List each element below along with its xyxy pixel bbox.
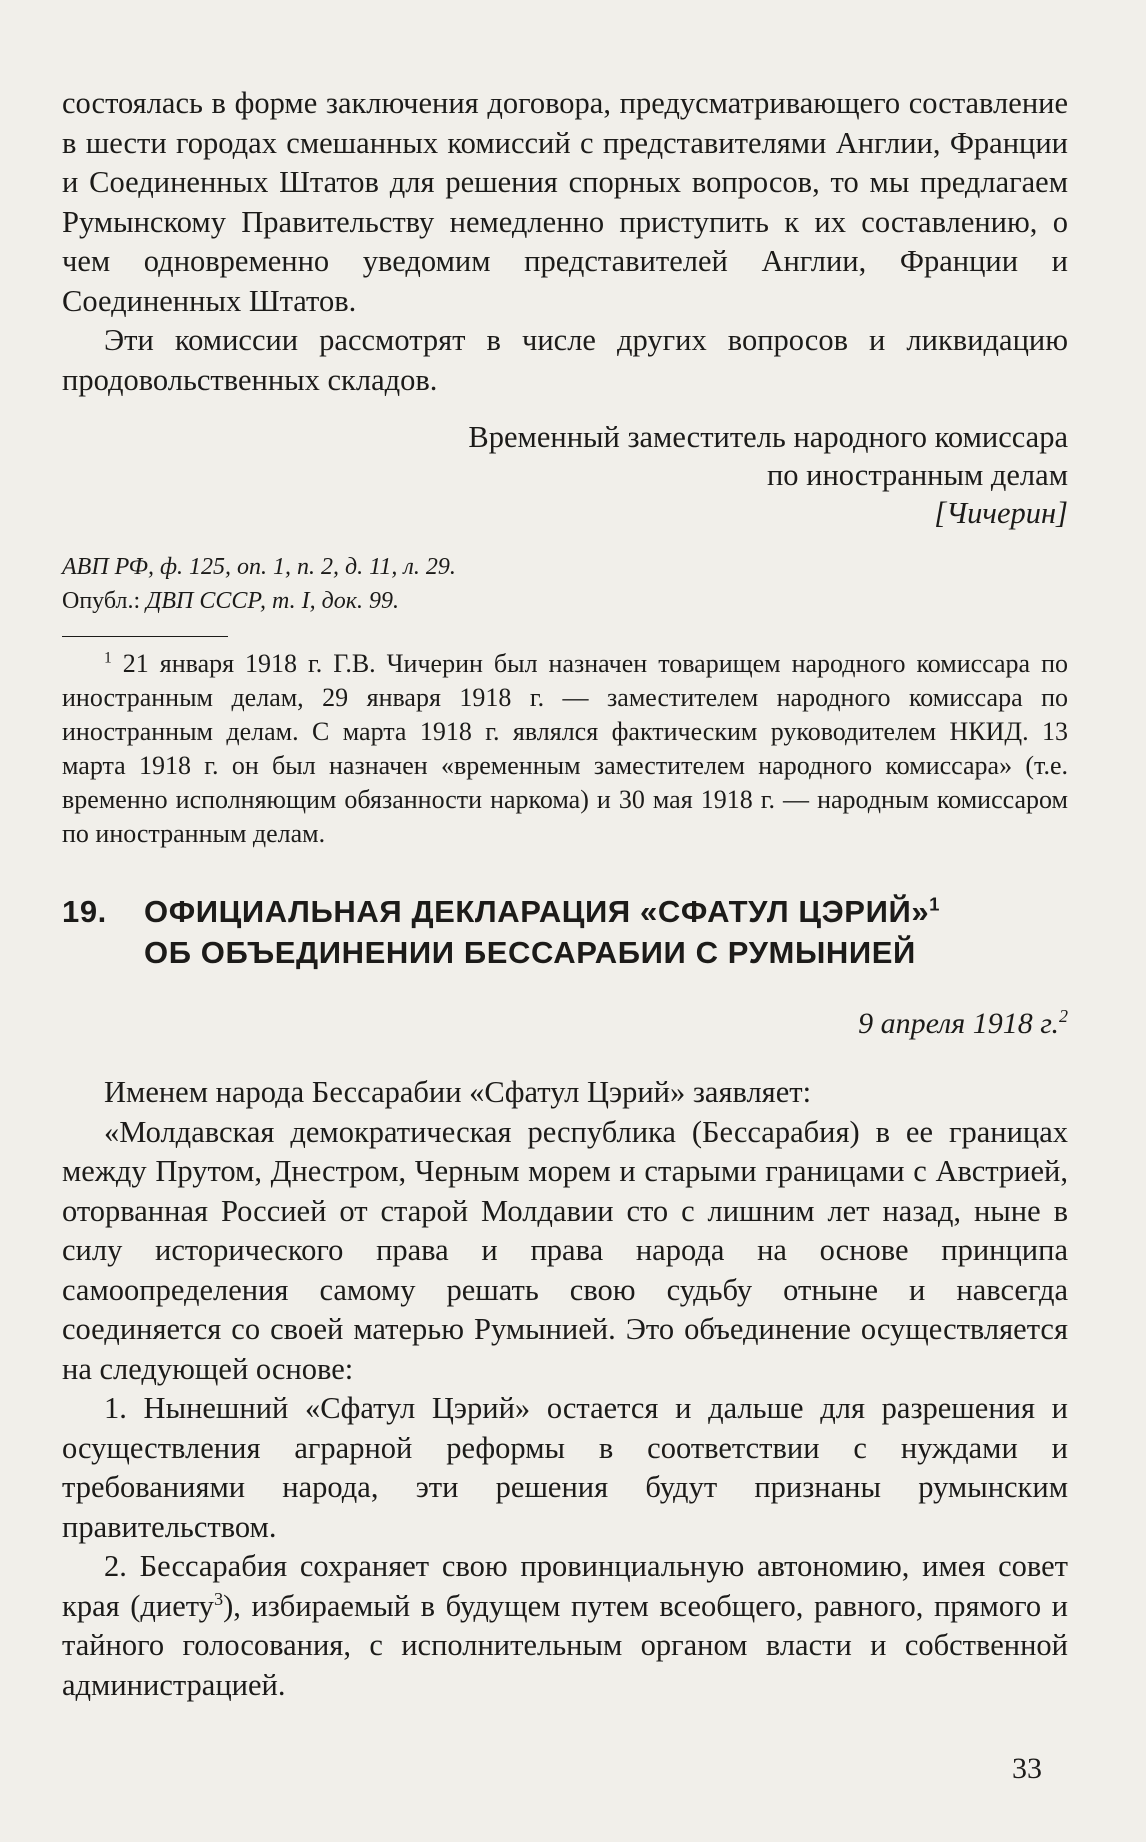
signature-department: по иностранным делам xyxy=(766,458,1068,492)
archive-reference: АВП РФ, ф. 125, оп. 1, п. 2, д. 11, л. 29. xyxy=(62,554,456,580)
paragraph-commissions: Эти комиссии рассмотрят в числе других вопросов и ликвидацию продовольственных складов. xyxy=(62,323,1068,397)
signature-title: Временный заместитель народного комиссара xyxy=(468,420,1068,454)
footnote-text: 21 января 1918 г. Г.В. Чичерин был назначен товарищем народного комиссара по иностранным делам, 29 января 1918 г. — заместителем народного комиссара по иностранным делам. С марта 1918 г. являлся фактическим руководителем НКИД. 13 марта 1918 г. он был назначен «временным заместителем народного комиссара» (т.е. временно исполняющим обязанности наркома) и 30 мая 1918 г. — народным комиссаром по иностранным делам. xyxy=(62,649,1068,848)
publication-source: ДВП СССР, т. I, док. 99. xyxy=(146,588,399,614)
document-title xyxy=(144,891,1068,973)
date-footnote-marker: 2 xyxy=(1059,1006,1068,1026)
footnote xyxy=(62,647,1068,851)
declaration-intro: Именем народа Бессарабии «Сфатул Цэрий» заявляет: xyxy=(104,1075,812,1109)
declaration-item-2: 2. Бессарабия сохраняет свою провинциальную автономию, имея совет края (диету$^3$), избираемый в будущем путем всеобщего, равного, прямого и тайного голосования, с исполнительным органом власти и собственной администрацией. xyxy=(62,1549,1068,1702)
diet-footnote-marker: 3 xyxy=(213,1588,224,1609)
declaration-paragraph: «Молдавская демократическая республика (Бессарабия) в ее границах между Прутом, Днестром, Черным морем и старыми границами с Австрией, оторванная Россией от старой Молдавии сто с лишним лет назад, ныне в силу исторического права и права народа на основе принципа самоопределения самому решать свою судьбу отныне и навсегда соединяется со своей матерью Румынией. Это объединение осуществляется на следующей основе: xyxy=(62,1114,1068,1386)
publication-reference xyxy=(62,584,1068,618)
signature-name: [Чичерин] xyxy=(934,496,1068,530)
document-page xyxy=(62,84,1068,1705)
document-heading xyxy=(62,891,1068,973)
document-title-line-2: ОБ ОБЪЕДИНЕНИИ БЕССАРАБИИ С РУМЫНИЕЙ xyxy=(144,935,916,970)
footnote-divider xyxy=(62,636,228,637)
document-date: 9 апреля 1918 г.$^2$ xyxy=(858,1006,1068,1040)
document-title-line-1: ОФИЦИАЛЬНАЯ ДЕКЛАРАЦИЯ «СФАТУЛ ЦЭРИЙ»$^1$ xyxy=(144,893,941,929)
page-number: 33 xyxy=(1012,1752,1042,1785)
footnote-marker: 1 xyxy=(104,649,112,667)
publication-label: Опубл.: xyxy=(62,588,147,614)
document-number: 19. xyxy=(62,894,107,929)
paragraph-continuation: состоялась в форме заключения договора, предусматривающего составление в шести городах смешанных комиссий с представителями Англии, Франции и Соединенных Штатов для решения спорных вопросов, то мы предлагаем Румынскому Правительству немедленно приступить к их составлению, о чем одновременно уведомим представителей Англии, Франции и Соединенных Штатов. xyxy=(62,86,1068,318)
source-notes xyxy=(62,550,1068,618)
signature-block xyxy=(62,418,1068,532)
declaration-item-1: 1. Нынешний «Сфатул Цэрий» остается и дальше для разрешения и осуществления аграрной реформы в соответствии с нуждами и требованиями народа, эти решения будут признаны румынским правительством. xyxy=(62,1391,1068,1544)
title-footnote-marker: 1 xyxy=(929,893,941,915)
